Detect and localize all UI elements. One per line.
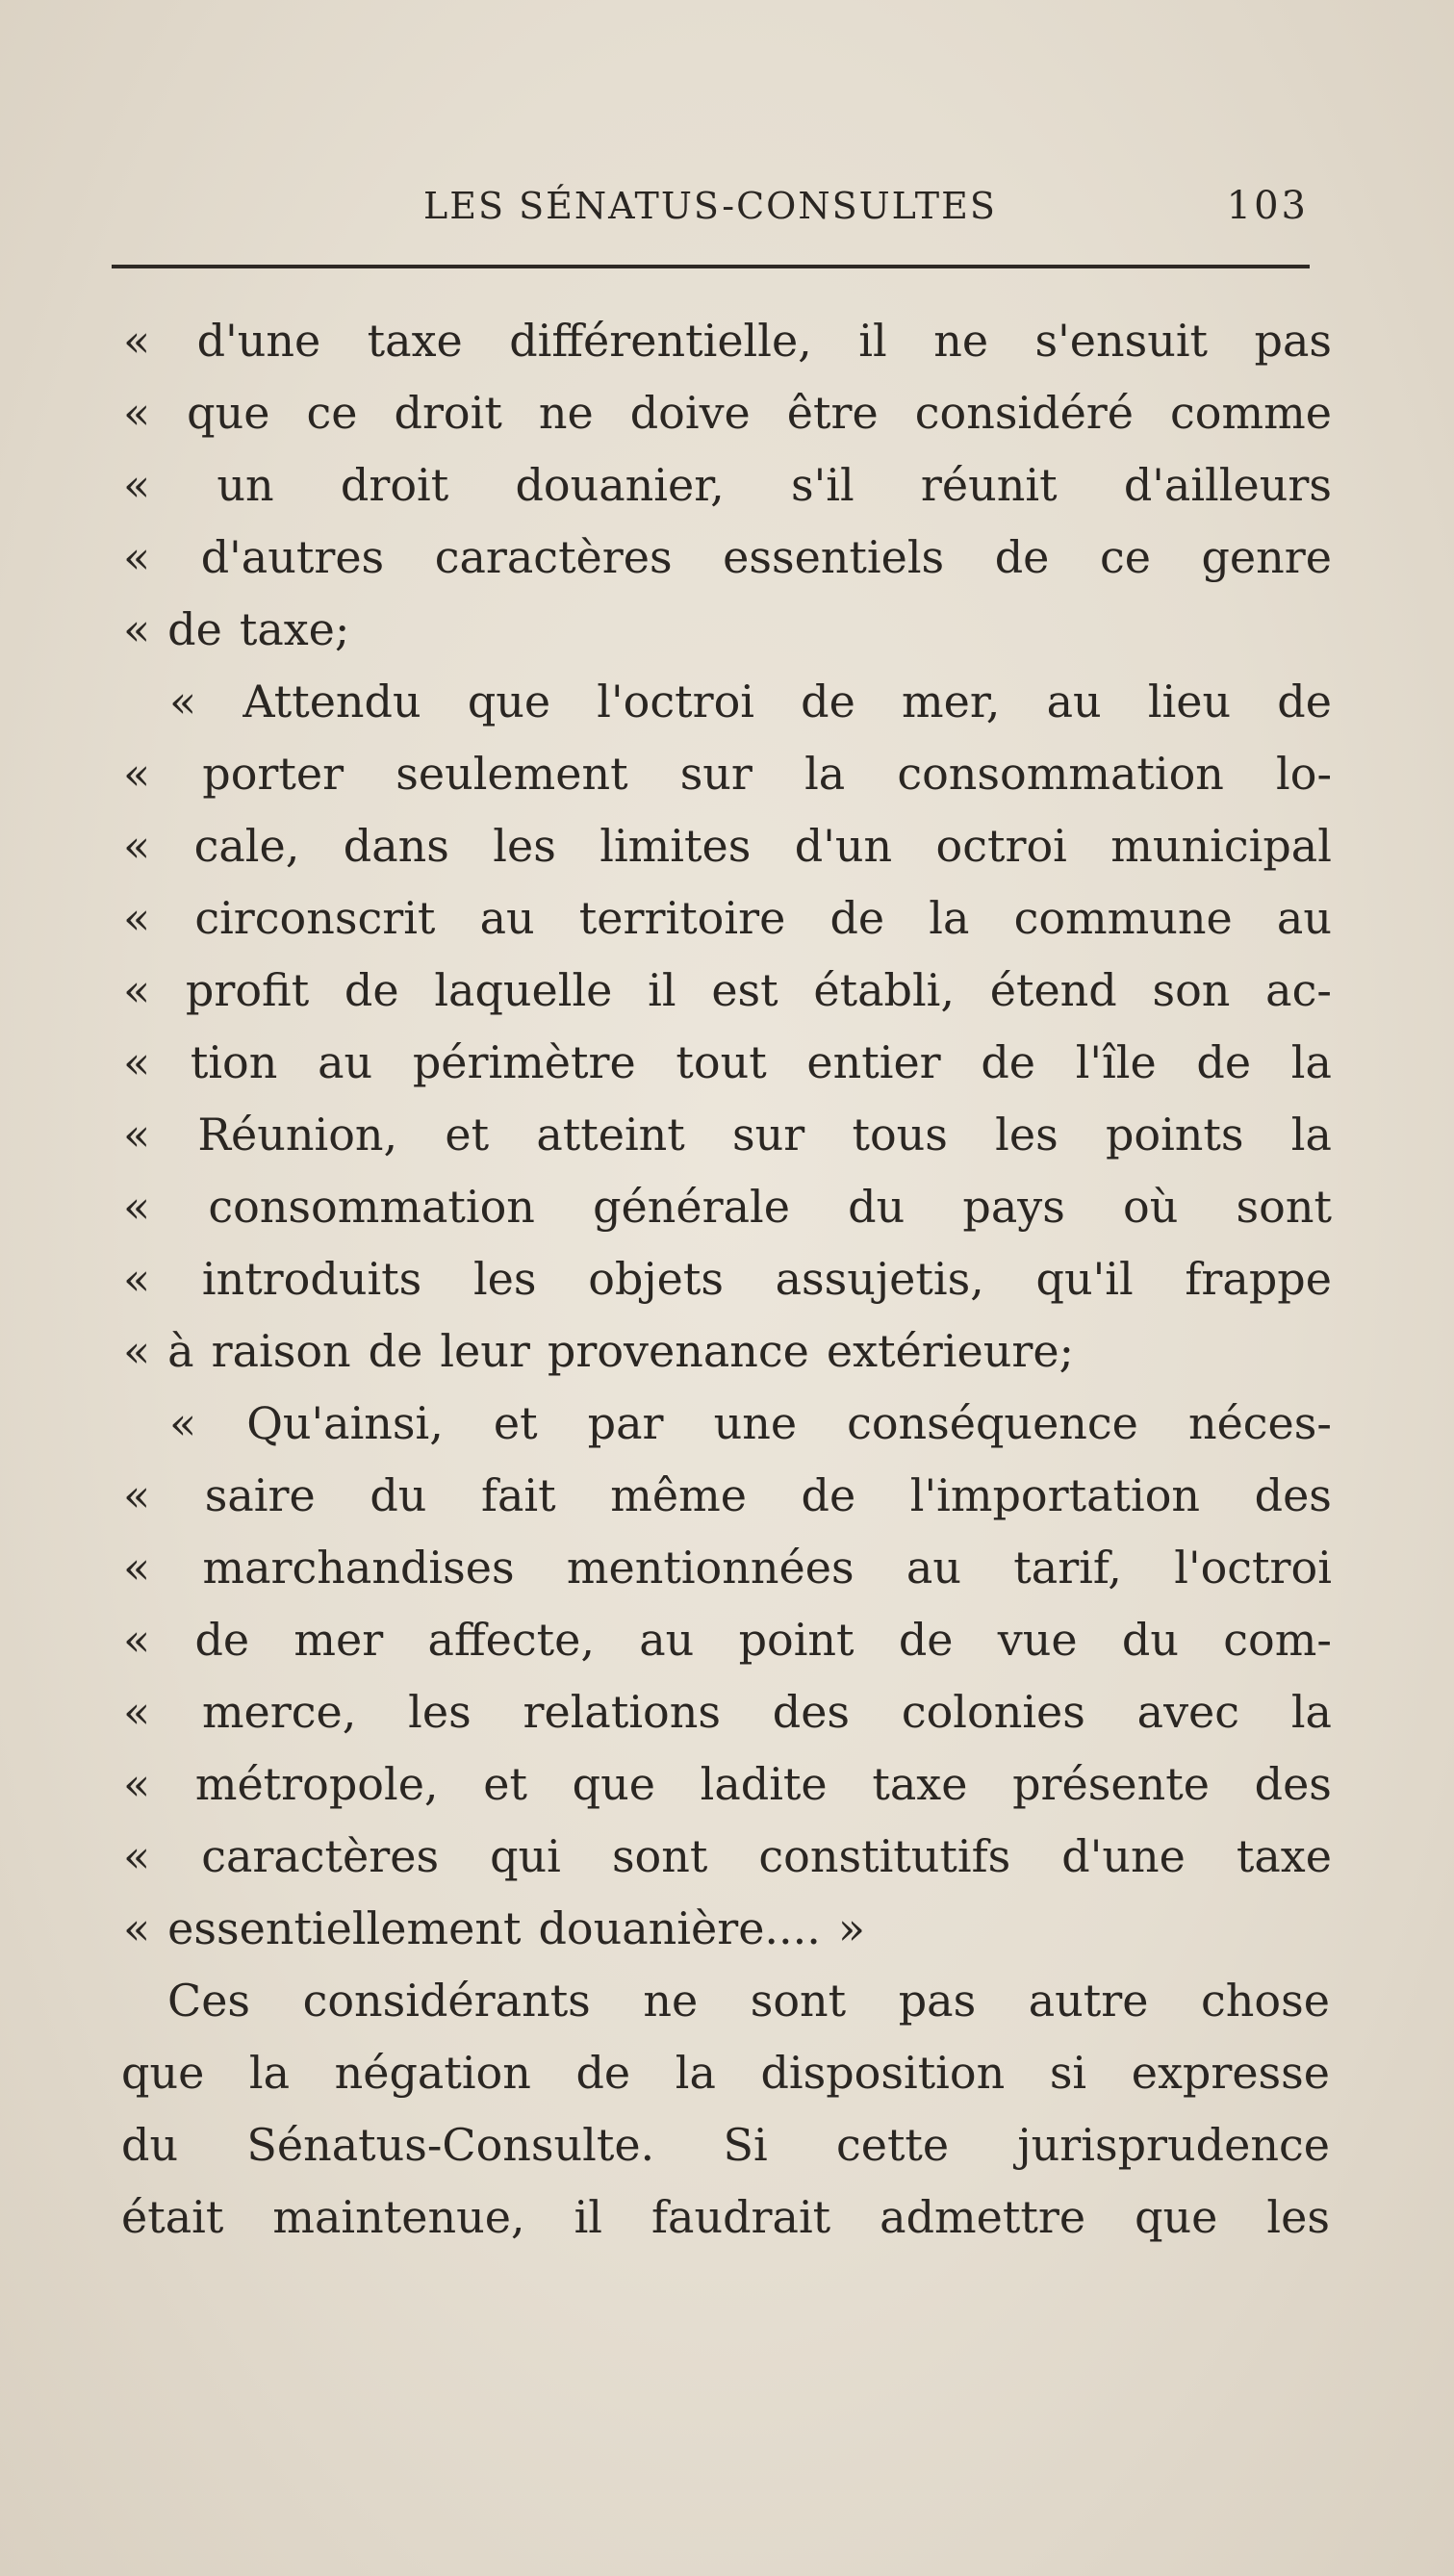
quoted-text-line: « profit de laquelle il est établi, étend son ac- — [123, 964, 1332, 1016]
quoted-text-line: « merce, les relations des colonies avec la — [123, 1686, 1332, 1738]
quoted-text-line: « Attendu que l'octroi de mer, au lieu de — [169, 676, 1332, 727]
quoted-text-line: « consommation générale du pays où sont — [123, 1181, 1332, 1233]
quoted-text-line: « métropole, et que ladite taxe présente des — [123, 1758, 1332, 1810]
quoted-text-line: « introduits les objets assujetis, qu'il frappe — [123, 1253, 1332, 1305]
paragraph-text-line: du Sénatus-Consulte. Si cette jurisprudence — [121, 2119, 1330, 2171]
quoted-text-line: « circonscrit au territoire de la commune au — [123, 892, 1332, 944]
paragraph-text-line: était maintenue, il faudrait admettre que les — [121, 2191, 1330, 2243]
quoted-text-line: « d'autres caractères essentiels de ce genre — [123, 531, 1332, 583]
quoted-text-line: « marchandises mentionnées au tarif, l'octroi — [123, 1542, 1332, 1594]
quoted-text-line: « porter seulement sur la consommation lo- — [123, 748, 1332, 800]
quoted-text-line: « cale, dans les limites d'un octroi municipal — [123, 820, 1332, 872]
quoted-text-line: « de mer affecte, au point de vue du com- — [123, 1614, 1332, 1666]
quoted-text-line: « tion au périmètre tout entier de l'île de la — [123, 1036, 1332, 1088]
quoted-text-line: « Qu'ainsi, et par une conséquence néces- — [169, 1397, 1332, 1449]
quoted-text-line: « essentiellement douanière.... » — [123, 1902, 866, 1954]
quoted-text-line: « de taxe; — [123, 603, 350, 655]
quoted-text-line: « caractères qui sont constitutifs d'une taxe — [123, 1830, 1332, 1882]
page-number: 103 — [1226, 184, 1309, 228]
quoted-text-line: « Réunion, et atteint sur tous les points la — [123, 1109, 1332, 1160]
quoted-text-line: « un droit douanier, s'il réunit d'ailleurs — [123, 459, 1332, 511]
paragraph-text-line: Ces considérants ne sont pas autre chose — [167, 1975, 1330, 2027]
page-header — [114, 179, 1309, 233]
quoted-text-line: « d'une taxe différentielle, il ne s'ensuit pas — [123, 315, 1332, 367]
quoted-text-line: « que ce droit ne doive être considéré comme — [123, 387, 1332, 439]
header-rule — [112, 265, 1310, 268]
quoted-text-line: « saire du fait même de l'importation des — [123, 1469, 1332, 1521]
running-title: LES SÉNATUS-CONSULTES — [423, 185, 997, 227]
quoted-text-line: « à raison de leur provenance extérieure; — [123, 1325, 1075, 1377]
paragraph-text-line: que la négation de la disposition si expresse — [121, 2047, 1330, 2099]
body-text — [123, 305, 1332, 2254]
